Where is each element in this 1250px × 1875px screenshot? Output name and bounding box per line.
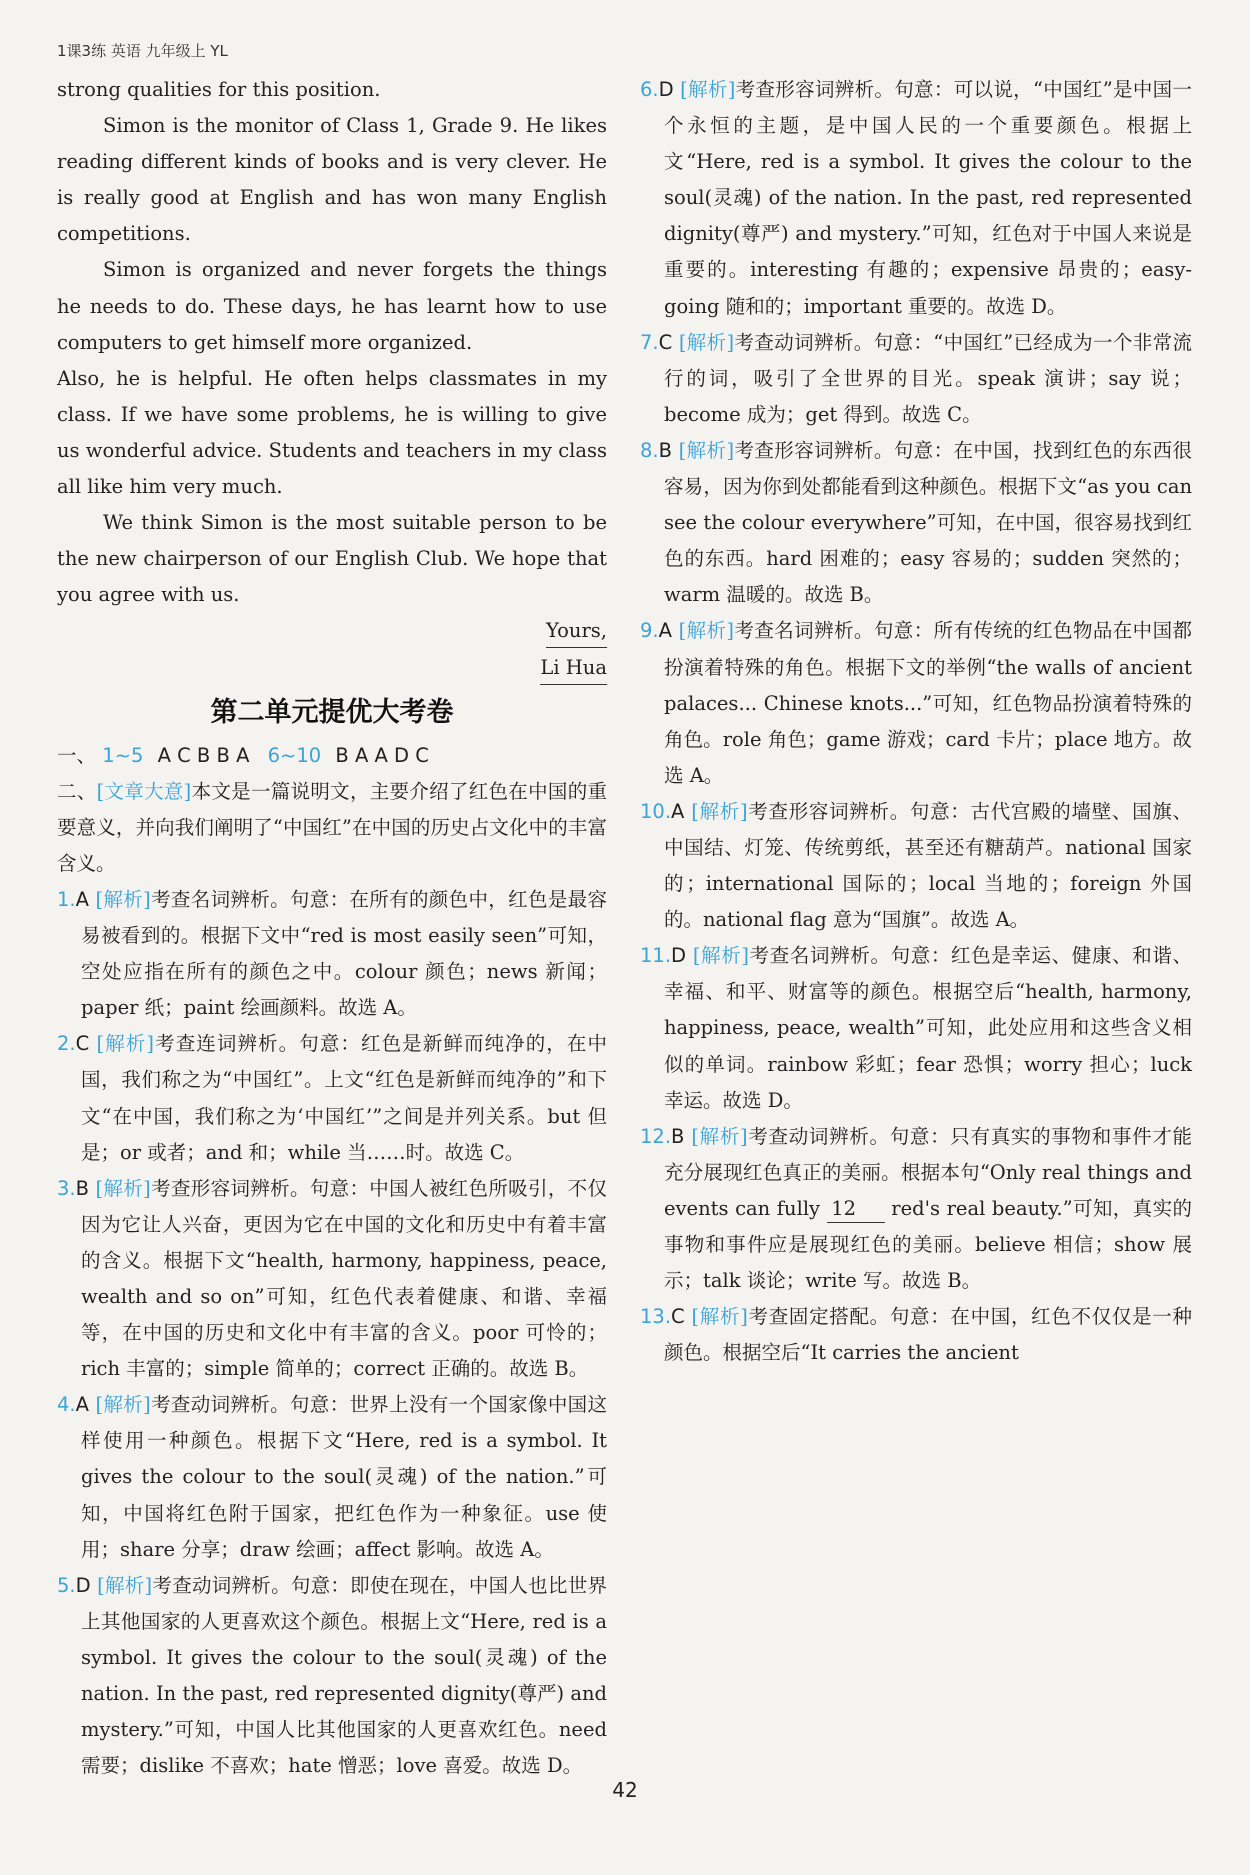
part2-summary: 二、[文章大意]本文是一篇说明文，主要介绍了红色在中国的重要意义，并向我们阐明了“中国红”在中国的历史占文化中的丰富含义。 bbox=[57, 779, 607, 875]
answer-item-10: 10.A [解析]考查形容词辨析。句意：古代宫殿的墙壁、国旗、中国结、灯笼、传统剪纸，甚至还有糖葫芦。national 国家的；international 国际的；local 当地的；foreign 外国的。national flag 意为“国旗”。故选 A。 bbox=[640, 799, 1192, 932]
answer-item-7: 7.C [解析]考查动词辨析。句意：“中国红”已经成为一个非常流行的词，吸引了全世界的目光。speak 演讲；say 说；become 成为；get 得到。故选 C。 bbox=[640, 330, 1193, 426]
letter-signature: Li Hua bbox=[57, 650, 607, 686]
answer-item-2: 2.C [解析]考查连词辨析。句意：红色是新鲜而纯净的，在中国，我们称之为“中国红”。上文“红色是新鲜而纯净的”和下文“在中国，我们称之为‘中国红’”之间是并列关系。but 但是；or 或者；and 和；while 当……时。故选 C。 bbox=[57, 1032, 607, 1164]
answer-item-11: 11.D [解析]考查名词辨析。句意：红色是幸运、健康、和谐、幸福、和平、财富等的颜色。根据空后“health, harmony, happiness, peace, wealth”可知，此处应用和这些含义相似的单词。rainbow 彩虹；fear 恐惧；worry 担心；luck 幸运。故选 D。 bbox=[640, 944, 1192, 1112]
running-header: 1课3练 英语 九年级上 YL bbox=[57, 42, 228, 60]
part1-answers: 一、 1~5 A C B B A 6~10 B A A D C bbox=[57, 743, 429, 767]
answer-item-4: 4.A [解析]考查动词辨析。句意：世界上没有一个国家像中国这样使用一种颜色。根据下文“Here, red is a symbol. It gives the colour to the soul(灵魂) of the nation.”可知，中国将红色附于国家，把红色作为一种象征。use 使用；share 分享；draw 绘画；affect 影响。故选 A。 bbox=[57, 1393, 607, 1561]
section-title: 第二单元提优大考卷 bbox=[210, 696, 454, 728]
letter-closing: Yours, bbox=[57, 613, 607, 649]
answer-item-13: 13.C [解析]考查固定搭配。句意：在中国，红色不仅仅是一种颜色。根据空后“It carries the ancient bbox=[640, 1305, 1192, 1365]
letter-paragraph: Simon is the monitor of Class 1, Grade 9. He likes reading different kinds of books and is very clever. He is really good at English and has won many English competitions. bbox=[57, 114, 607, 246]
left-column bbox=[57, 72, 607, 1784]
answer-item-3: 3.B [解析]考查形容词辨析。句意：中国人被红色所吸引，不仅因为它让人兴奋，更因为它在中国的文化和历史中有着丰富的含义。根据下文“health, harmony, happiness, peace, wealth and so on”可知，红色代表着健康、和谐、幸福等，在中国的历史和文化中有丰富的含义。poor 可怜的；rich 丰富的；simple 简单的；correct 正确的。故选 B。 bbox=[57, 1176, 608, 1381]
right-column bbox=[640, 72, 1192, 1371]
answer-item-5: 5.D [解析]考查动词辨析。句意：即使在现在，中国人也比世界上其他国家的人更喜欢这个颜色。根据上文“Here, red is a symbol. It gives the colour to the soul(灵魂) of the nation. In the past, red represented dignity(尊严) and mystery.”可知，中国人比其他国家的人更喜欢红色。need 需要；dislike 不喜欢；hate 憎恶；love 喜爱。故选 D。 bbox=[57, 1573, 607, 1778]
answer-item-9: 9.A [解析]考查名词辨析。句意：所有传统的红色物品在中国都扮演着特殊的角色。根据下文的举例“the walls of ancient palaces... Chinese knots...”可知，红色物品扮演着特殊的角色。role 角色；game 游戏；card 卡片；place 地方。故选 A。 bbox=[640, 619, 1192, 787]
answer-item-6: 6.D [解析]考查形容词辨析。句意：可以说，“中国红”是中国一个永恒的主题，是中国人民的一个重要颜色。根据上文“Here, red is a symbol. It gives the colour to the soul(灵魂) of the nation. In the past, red represented dignity(尊严) and mystery.”可知，红色对于中国人来说是重要的。interesting 有趣的；expensive 昂贵的；easy-going 随和的；important 重要的。故选 D。 bbox=[640, 78, 1192, 318]
page-number: 42 bbox=[612, 1778, 638, 1802]
answer-item-12: 12.B [解析]考查动词辨析。句意：只有真实的事物和事件才能充分展现红色真正的美丽。根据本句“Only real things and events can fully 12 red's real beauty.”可知，真实的事物和事件应是展现红色的美丽。believe 相信；show 展示；talk 谈论；write 写。故选 B。 bbox=[640, 1124, 1192, 1293]
letter-paragraph: Also, he is helpful. He often helps classmates in my class. If we have some problems, he is willing to give us wonderful advice. Students and teachers in my class all like him very much. bbox=[57, 366, 607, 499]
blank-12: 12 bbox=[827, 1196, 885, 1223]
letter-paragraph: strong qualities for this position. bbox=[57, 78, 381, 101]
letter-paragraph: We think Simon is the most suitable person to be the new chairperson of our English Club. We hope that you agree with us. bbox=[57, 511, 607, 607]
answer-item-1: 1.A [解析]考查名词辨析。句意：在所有的颜色中，红色是最容易被看到的。根据下文中“red is most easily seen”可知，空处应指在所有的颜色之中。colour 颜色；news 新闻；paper 纸；paint 绘画颜料。故选 A。 bbox=[57, 887, 607, 1020]
answer-item-8: 8.B [解析]考查形容词辨析。句意：在中国，找到红色的东西很容易，因为你到处都能看到这种颜色。根据下文“as you can see the colour everywhere”可知，在中国，很容易找到红色的东西。hard 困难的；easy 容易的；sudden 突然的；warm 温暖的。故选 B。 bbox=[640, 438, 1192, 607]
letter-paragraph: Simon is organized and never forgets the things he needs to do. These days, he has learnt how to use computers to get himself more organized. bbox=[57, 258, 607, 354]
